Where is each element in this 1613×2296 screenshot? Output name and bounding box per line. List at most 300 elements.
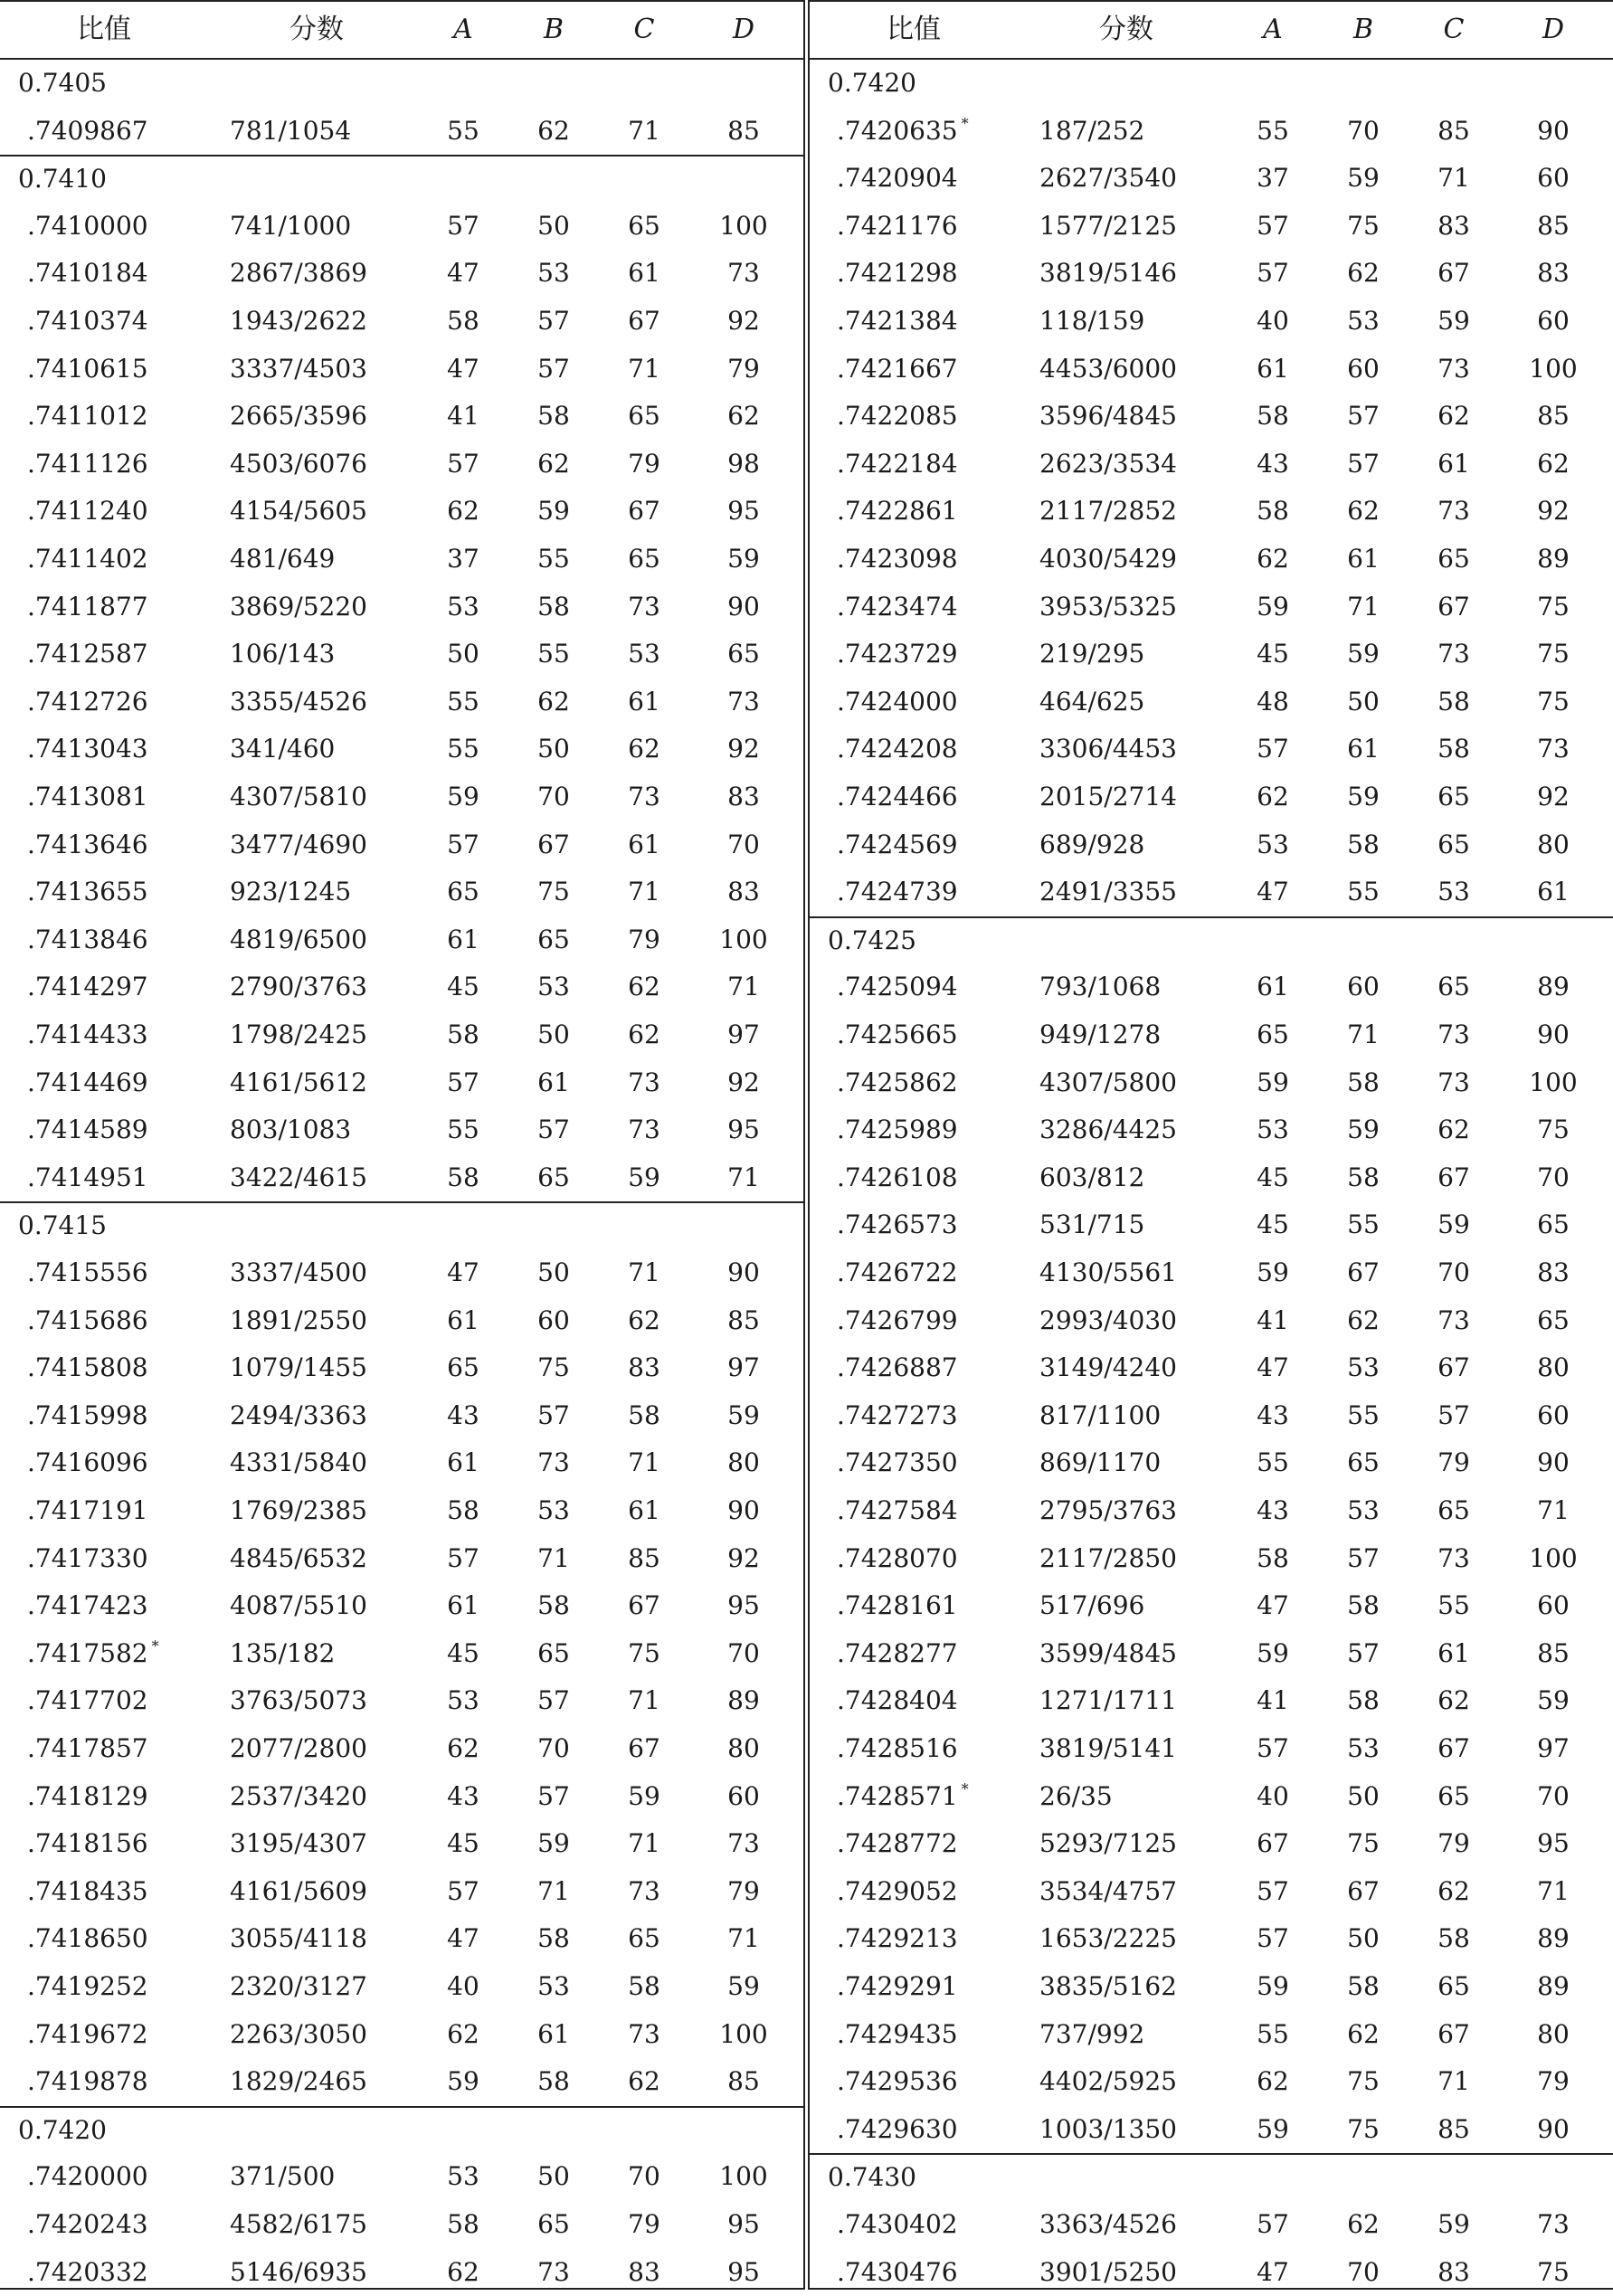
b-cell: 57 xyxy=(537,1780,570,1811)
header-d: D xyxy=(1542,14,1565,45)
ratio-value: .7428404 xyxy=(837,1685,958,1716)
ratio-cell xyxy=(27,2058,208,2106)
a-cell: 65 xyxy=(447,877,479,907)
ratio-cell xyxy=(27,631,208,678)
b-cell: 67 xyxy=(1347,1257,1380,1287)
d-cell: 97 xyxy=(727,1352,760,1383)
d-cell: 60 xyxy=(727,1780,760,1811)
ratio-value: .7428070 xyxy=(837,1542,958,1573)
fraction-cell: 2867/3869 xyxy=(230,258,367,289)
a-cell: 45 xyxy=(1257,1162,1289,1192)
fraction-cell: 3337/4503 xyxy=(230,353,367,384)
a-cell: 57 xyxy=(447,448,479,479)
c-cell: 85 xyxy=(628,1542,660,1573)
a-cell: 62 xyxy=(447,2018,479,2049)
fraction-cell: 4307/5800 xyxy=(1039,1067,1177,1097)
ratio-value: .7430402 xyxy=(837,2209,958,2239)
d-cell: 59 xyxy=(727,1971,760,2001)
table-row xyxy=(810,1487,1613,1535)
fraction-cell: 4087/5510 xyxy=(230,1590,367,1621)
table-row xyxy=(0,1059,803,1107)
d-cell: 92 xyxy=(727,734,760,764)
a-cell: 45 xyxy=(447,1828,479,1859)
a-cell: 55 xyxy=(1257,115,1289,146)
b-cell: 73 xyxy=(537,1447,570,1478)
ratio-value: .7429630 xyxy=(837,2113,958,2144)
table-row xyxy=(0,631,803,678)
ratio-cell xyxy=(27,868,208,916)
c-cell: 59 xyxy=(628,1780,660,1811)
fraction-cell: 689/928 xyxy=(1039,829,1145,859)
table-row xyxy=(810,1773,1613,1821)
c-cell: 58 xyxy=(628,1971,660,2001)
ratio-cell xyxy=(837,868,1018,916)
ratio-cell xyxy=(837,2011,1018,2059)
fraction-cell: 4161/5609 xyxy=(230,1875,367,1906)
header-c: C xyxy=(633,14,655,45)
fraction-cell: 2494/3363 xyxy=(230,1399,367,1430)
ratio-value: .7430476 xyxy=(837,2256,958,2287)
ratio-value: .7429291 xyxy=(837,1971,958,2001)
fraction-cell: 4402/5925 xyxy=(1039,2066,1177,2097)
b-cell: 75 xyxy=(1347,1828,1380,1859)
fraction-cell: 2015/2714 xyxy=(1039,782,1177,811)
group-label: 0.7410 xyxy=(18,164,107,194)
d-cell: 100 xyxy=(719,924,768,954)
table-row xyxy=(810,821,1613,869)
fraction-cell: 2263/3050 xyxy=(230,2018,367,2049)
c-cell: 62 xyxy=(628,1305,660,1335)
ratio-value: .7428516 xyxy=(837,1733,958,1763)
fraction-cell: 4161/5612 xyxy=(230,1067,367,1097)
d-cell: 70 xyxy=(727,1637,760,1668)
table-row xyxy=(0,916,803,964)
fraction-cell: 26/35 xyxy=(1039,1780,1113,1811)
d-cell: 70 xyxy=(1537,1162,1570,1192)
table-row xyxy=(810,393,1613,441)
ratio-cell xyxy=(837,1011,1018,1059)
ratio-cell xyxy=(837,1297,1018,1345)
d-cell: 70 xyxy=(1537,1780,1570,1811)
a-cell: 57 xyxy=(447,1067,479,1097)
b-cell: 71 xyxy=(537,1542,570,1573)
a-cell: 41 xyxy=(1257,1305,1289,1335)
fraction-cell: 2117/2850 xyxy=(1039,1542,1177,1573)
b-cell: 70 xyxy=(537,1733,570,1763)
b-cell: 70 xyxy=(537,782,570,811)
c-cell: 73 xyxy=(628,591,660,621)
header-fraction: 分数 xyxy=(289,14,344,45)
a-cell: 59 xyxy=(1257,591,1289,621)
c-cell: 61 xyxy=(1437,1637,1470,1668)
a-cell: 62 xyxy=(447,2256,479,2287)
ratio-cell xyxy=(27,1535,208,1583)
ratio-cell xyxy=(27,1439,208,1487)
c-cell: 65 xyxy=(628,544,660,574)
b-cell: 62 xyxy=(537,686,570,716)
fraction-cell: 2491/3355 xyxy=(1039,877,1177,907)
c-cell: 79 xyxy=(628,924,660,954)
fraction-cell: 4819/6500 xyxy=(230,924,367,954)
b-cell: 59 xyxy=(1347,782,1380,811)
group-label: 0.7405 xyxy=(18,68,107,98)
b-cell: 58 xyxy=(537,1923,570,1954)
c-cell: 65 xyxy=(628,401,660,432)
a-cell: 40 xyxy=(447,1971,479,2001)
fraction-cell: 481/649 xyxy=(230,544,336,574)
d-cell: 92 xyxy=(727,1542,760,1573)
d-cell: 59 xyxy=(1537,1685,1570,1716)
b-cell: 55 xyxy=(1347,877,1380,907)
table-row xyxy=(0,1725,803,1773)
b-cell: 61 xyxy=(537,2018,570,2049)
b-cell: 58 xyxy=(537,401,570,432)
table-row xyxy=(810,2201,1613,2249)
ratio-value: .7424466 xyxy=(837,782,958,811)
table-row xyxy=(0,773,803,821)
d-cell: 73 xyxy=(727,686,760,716)
table-row xyxy=(0,583,803,631)
ratio-value: .7426108 xyxy=(837,1162,958,1192)
a-cell: 45 xyxy=(1257,1210,1289,1240)
ratio-value: .7424208 xyxy=(837,734,958,764)
ratio-cell xyxy=(27,2249,208,2296)
header-b: B xyxy=(543,14,565,45)
d-cell: 79 xyxy=(727,353,760,384)
a-cell: 58 xyxy=(1257,1542,1289,1573)
fraction-cell: 869/1170 xyxy=(1039,1447,1162,1478)
d-cell: 80 xyxy=(1537,829,1570,859)
table-row xyxy=(0,1392,803,1440)
b-cell: 59 xyxy=(1347,163,1380,194)
table-row xyxy=(810,1820,1613,1868)
group-header-row xyxy=(810,60,1613,108)
b-cell: 60 xyxy=(537,1305,570,1335)
ratio-value: .7413043 xyxy=(27,734,148,764)
ratio-value: .7428772 xyxy=(837,1828,958,1859)
fraction-cell: 1003/1350 xyxy=(1039,2113,1177,2144)
c-cell: 65 xyxy=(1437,1495,1470,1525)
d-cell: 71 xyxy=(727,972,760,1002)
ratio-cell xyxy=(837,726,1018,773)
c-cell: 62 xyxy=(1437,1875,1470,1906)
ratio-value: .7417857 xyxy=(27,1733,148,1763)
fraction-cell: 5293/7125 xyxy=(1039,1828,1177,1859)
table-row xyxy=(810,1297,1613,1345)
table-row xyxy=(810,441,1613,489)
fraction-cell: 2623/3534 xyxy=(1039,448,1177,479)
b-cell: 58 xyxy=(1347,1162,1380,1192)
table-row xyxy=(0,868,803,916)
table-row xyxy=(0,250,803,298)
table-row xyxy=(810,1344,1613,1392)
ratio-cell xyxy=(837,1820,1018,1868)
ratio-value: .7420000 xyxy=(27,2161,148,2192)
table-row xyxy=(810,963,1613,1011)
b-cell: 53 xyxy=(1347,1352,1380,1383)
ratio-value: .7419252 xyxy=(27,1971,148,2001)
c-cell: 73 xyxy=(1437,353,1470,384)
ratio-cell xyxy=(27,1392,208,1440)
ratio-value: .7421384 xyxy=(837,306,958,336)
d-cell: 83 xyxy=(727,877,760,907)
fraction-cell: 371/500 xyxy=(230,2161,336,2192)
b-cell: 53 xyxy=(1347,306,1380,336)
c-cell: 65 xyxy=(628,210,660,241)
c-cell: 79 xyxy=(1437,1447,1470,1478)
a-cell: 53 xyxy=(1257,829,1289,859)
fraction-cell: 4453/6000 xyxy=(1039,353,1177,384)
fraction-cell: 3363/4526 xyxy=(1039,2209,1177,2239)
d-cell: 92 xyxy=(727,306,760,336)
left-table-column xyxy=(0,0,803,2290)
d-cell: 59 xyxy=(727,1399,760,1430)
fraction-cell: 3835/5162 xyxy=(1039,1971,1177,2001)
d-cell: 59 xyxy=(727,544,760,574)
b-cell: 59 xyxy=(537,1828,570,1859)
fraction-cell: 3599/4845 xyxy=(1039,1637,1177,1668)
ratio-value: .7424000 xyxy=(837,686,958,716)
b-cell: 53 xyxy=(1347,1733,1380,1763)
b-cell: 50 xyxy=(1347,1780,1380,1811)
ratio-value: .7414297 xyxy=(27,972,148,1002)
b-cell: 53 xyxy=(537,258,570,289)
d-cell: 60 xyxy=(1537,163,1570,194)
table-row xyxy=(0,1773,803,1821)
fraction-cell: 2117/2852 xyxy=(1039,496,1177,527)
c-cell: 73 xyxy=(1437,1020,1470,1049)
b-cell: 58 xyxy=(1347,829,1380,859)
d-cell: 100 xyxy=(1529,1067,1578,1097)
table-row xyxy=(810,2011,1613,2059)
d-cell: 75 xyxy=(1537,2256,1570,2287)
header-ratio: 比值 xyxy=(887,14,941,45)
b-cell: 75 xyxy=(1347,2113,1380,2144)
table-row xyxy=(810,2249,1613,2296)
a-cell: 58 xyxy=(1257,401,1289,432)
a-cell: 53 xyxy=(447,2161,479,2192)
a-cell: 58 xyxy=(447,1162,479,1192)
c-cell: 73 xyxy=(1437,1542,1470,1573)
ratio-value: .7410615 xyxy=(27,353,148,384)
ratio-cell xyxy=(27,1011,208,1059)
ratio-value: .7411126 xyxy=(27,448,148,479)
ratio-cell xyxy=(837,1582,1018,1630)
a-cell: 45 xyxy=(447,1637,479,1668)
group-header-row xyxy=(810,2153,1613,2201)
c-cell: 59 xyxy=(1437,1210,1470,1240)
d-cell: 95 xyxy=(727,496,760,527)
d-cell: 75 xyxy=(1537,1115,1570,1145)
b-cell: 57 xyxy=(1347,1542,1380,1573)
d-cell: 83 xyxy=(1537,1257,1570,1287)
c-cell: 83 xyxy=(628,1352,660,1383)
a-cell: 41 xyxy=(447,401,479,432)
ratio-cell xyxy=(27,1677,208,1725)
table-row xyxy=(0,1297,803,1345)
table-row xyxy=(0,203,803,251)
group-label: 0.7430 xyxy=(828,2162,916,2193)
fraction-cell: 803/1083 xyxy=(230,1115,352,1145)
c-cell: 71 xyxy=(628,1257,660,1287)
fraction-cell: 1079/1455 xyxy=(230,1352,367,1383)
a-cell: 61 xyxy=(447,1447,479,1478)
b-cell: 65 xyxy=(537,1162,570,1192)
table-row xyxy=(810,773,1613,821)
ratio-value: .7428571 xyxy=(837,1780,958,1811)
table-row xyxy=(810,298,1613,346)
b-cell: 60 xyxy=(1347,972,1380,1002)
ratio-cell xyxy=(27,678,208,726)
b-cell: 71 xyxy=(1347,591,1380,621)
b-cell: 61 xyxy=(1347,544,1380,574)
table-row xyxy=(810,1582,1613,1630)
ratio-cell xyxy=(837,155,1018,203)
d-cell: 71 xyxy=(1537,1875,1570,1906)
c-cell: 70 xyxy=(628,2161,660,2192)
fraction-cell: 3763/5073 xyxy=(230,1685,367,1716)
c-cell: 61 xyxy=(628,258,660,289)
b-cell: 50 xyxy=(537,2161,570,2192)
table-row xyxy=(0,1677,803,1725)
fraction-cell: 1577/2125 xyxy=(1039,210,1177,241)
b-cell: 53 xyxy=(537,1971,570,2001)
ratio-value: .7429213 xyxy=(837,1923,958,1954)
b-cell: 62 xyxy=(537,115,570,146)
b-cell: 62 xyxy=(1347,258,1380,289)
group-label: 0.7420 xyxy=(828,68,916,98)
table-row xyxy=(0,1915,803,1963)
fraction-cell: 817/1100 xyxy=(1039,1399,1162,1430)
ratio-value: .7427273 xyxy=(837,1399,958,1430)
asterisk-mark: * xyxy=(961,1779,969,1798)
ratio-cell xyxy=(27,1963,208,2011)
ratio-value: .7428277 xyxy=(837,1637,958,1668)
ratio-value: .7420635 xyxy=(837,115,958,146)
a-cell: 58 xyxy=(447,2209,479,2239)
b-cell: 59 xyxy=(1347,639,1380,669)
fraction-cell: 517/696 xyxy=(1039,1590,1145,1621)
ratio-cell xyxy=(27,1297,208,1345)
ratio-cell xyxy=(837,250,1018,298)
fraction-cell: 949/1278 xyxy=(1039,1020,1162,1049)
ratio-value: .7426573 xyxy=(837,1210,958,1240)
ratio-value: .7411402 xyxy=(27,544,148,574)
a-cell: 55 xyxy=(447,1115,479,1145)
a-cell: 50 xyxy=(447,639,479,669)
ratio-cell xyxy=(837,441,1018,489)
d-cell: 71 xyxy=(727,1923,760,1954)
ratio-value: .7424739 xyxy=(837,877,958,907)
table-row xyxy=(810,1963,1613,2011)
ratio-value: .7418156 xyxy=(27,1828,148,1859)
header-a: A xyxy=(453,14,473,45)
c-cell: 58 xyxy=(1437,1923,1470,1954)
ratio-cell xyxy=(27,1915,208,1963)
ratio-value: .7421667 xyxy=(837,353,958,384)
d-cell: 79 xyxy=(1537,2066,1570,2097)
fraction-cell: 737/992 xyxy=(1039,2018,1145,2049)
table-row xyxy=(0,346,803,394)
b-cell: 62 xyxy=(1347,496,1380,527)
ratio-cell xyxy=(27,916,208,964)
d-cell: 98 xyxy=(727,448,760,479)
table-row xyxy=(810,155,1613,203)
d-cell: 100 xyxy=(719,2161,768,2192)
fraction-cell: 1769/2385 xyxy=(230,1495,367,1525)
a-cell: 59 xyxy=(1257,1067,1289,1097)
c-cell: 70 xyxy=(1437,1257,1470,1287)
header-fraction: 分数 xyxy=(1099,14,1153,45)
b-cell: 75 xyxy=(537,1352,570,1383)
fraction-cell: 1829/2465 xyxy=(230,2066,367,2097)
ratio-value: .7422861 xyxy=(837,496,958,527)
d-cell: 85 xyxy=(1537,401,1570,432)
d-cell: 90 xyxy=(1537,1020,1570,1049)
ratio-value: .7425989 xyxy=(837,1115,958,1145)
group-header-row xyxy=(0,155,803,203)
a-cell: 37 xyxy=(447,544,479,574)
a-cell: 43 xyxy=(1257,1495,1289,1525)
d-cell: 75 xyxy=(1537,591,1570,621)
c-cell: 73 xyxy=(1437,1305,1470,1335)
a-cell: 59 xyxy=(1257,1637,1289,1668)
ratio-cell xyxy=(27,203,208,251)
d-cell: 92 xyxy=(1537,782,1570,811)
b-cell: 59 xyxy=(537,496,570,527)
table-row xyxy=(810,1915,1613,1963)
a-cell: 43 xyxy=(447,1399,479,1430)
fraction-cell: 106/143 xyxy=(230,639,336,669)
c-cell: 79 xyxy=(628,448,660,479)
b-cell: 75 xyxy=(1347,2066,1380,2097)
d-cell: 61 xyxy=(1537,877,1570,907)
c-cell: 71 xyxy=(628,115,660,146)
fraction-cell: 341/460 xyxy=(230,734,336,764)
table-row xyxy=(810,583,1613,631)
ratio-cell xyxy=(837,1963,1018,2011)
asterisk-mark: * xyxy=(151,1637,159,1655)
ratio-value: .7417330 xyxy=(27,1542,148,1573)
ratio-value: .7424569 xyxy=(837,829,958,859)
c-cell: 83 xyxy=(1437,210,1470,241)
a-cell: 62 xyxy=(1257,2066,1289,2097)
a-cell: 47 xyxy=(1257,877,1289,907)
d-cell: 85 xyxy=(1537,1637,1570,1668)
a-cell: 55 xyxy=(447,115,479,146)
fraction-cell: 3534/4757 xyxy=(1039,1875,1177,1906)
c-cell: 67 xyxy=(1437,591,1470,621)
a-cell: 47 xyxy=(447,1923,479,1954)
c-cell: 73 xyxy=(1437,639,1470,669)
ratio-value: .7420904 xyxy=(837,163,958,194)
ratio-cell xyxy=(837,346,1018,394)
a-cell: 59 xyxy=(447,2066,479,2097)
b-cell: 50 xyxy=(537,210,570,241)
b-cell: 71 xyxy=(537,1875,570,1906)
c-cell: 61 xyxy=(628,829,660,859)
table-row xyxy=(0,1820,803,1868)
d-cell: 80 xyxy=(727,1447,760,1478)
b-cell: 62 xyxy=(1347,2018,1380,2049)
b-cell: 67 xyxy=(1347,1875,1380,1906)
c-cell: 61 xyxy=(628,686,660,716)
ratio-value: .7415998 xyxy=(27,1399,148,1430)
a-cell: 59 xyxy=(1257,1257,1289,1287)
a-cell: 47 xyxy=(1257,1590,1289,1621)
ratio-value: .7421298 xyxy=(837,258,958,289)
a-cell: 57 xyxy=(447,1542,479,1573)
